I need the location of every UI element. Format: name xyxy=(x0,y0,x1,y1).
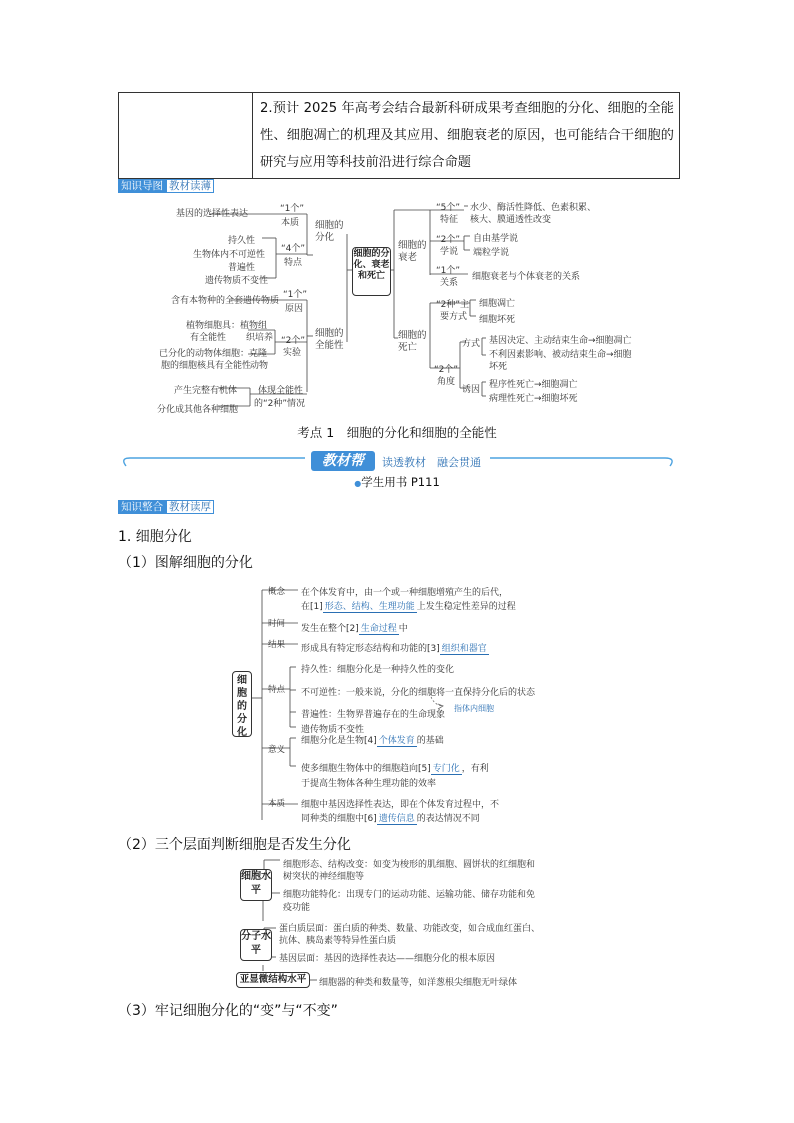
mm-cause-item: 含有本物种的全套遗传物质 xyxy=(171,296,280,306)
mm-feature-3: 遗传物质不变性 xyxy=(205,276,269,286)
d1-m2 xyxy=(301,761,489,774)
banner-ref-text: 学生用书 P111 xyxy=(361,475,440,489)
mm-essence-item: 基因的选择性表达 xyxy=(176,209,249,219)
d1-concept1: 在个体发育中，由一个或一种细胞增殖产生的后代， xyxy=(301,588,509,598)
d1-m1a: 细胞分化是生物[4] xyxy=(301,736,377,746)
d1-f1: 持久性：细胞分化是一种持久性的变化 xyxy=(301,665,455,675)
mm-exp2b: 胞的细胞核具有全能性 xyxy=(161,361,252,371)
d1-blank4: 个体发育 xyxy=(378,736,415,746)
d1-blank6: 遗传信息 xyxy=(378,814,415,824)
mm-feature-2: 普遍性 xyxy=(228,263,256,273)
d1-e2a: 同种类的细胞中[6] xyxy=(301,814,377,824)
mm-feature-1: 生物体内不可逆性 xyxy=(193,250,266,260)
tag-knowledge-integration: 知识整合 xyxy=(118,500,166,514)
mm-way1: 基因决定、主动结束生命→细胞凋亡 xyxy=(489,336,632,346)
d1-f2-note: 指体内细胞 xyxy=(454,704,494,713)
d1-concept2b: 上发生稳定性差异的过程 xyxy=(416,602,516,612)
d1-e1: 细胞中基因选择性表达，即在个体发育过程中，不 xyxy=(301,800,500,810)
d2-s1: 细胞器的种类和数量等，如洋葱根尖细胞无叶绿体 xyxy=(319,978,518,988)
mm-theory-count: “2个” xyxy=(436,235,461,245)
d1-m2b: ，有利 xyxy=(461,764,489,774)
d2-g1: 基因层面：基因的选择性表达——细胞分化的根本原因 xyxy=(279,954,496,964)
mm-essence-count: “1个” xyxy=(280,204,305,214)
mm-way: 方式 xyxy=(462,339,481,349)
tag-knowledge-map: 知识导图 xyxy=(118,179,166,193)
sub3-heading: （3）牢记细胞分化的“变”与“不变” xyxy=(118,1003,338,1019)
mm-rel-count: “1个” xyxy=(436,266,461,276)
mm-theory2: 端粒学说 xyxy=(473,248,510,258)
ref-dot-icon: ● xyxy=(354,479,362,488)
mm-rel: 关系 xyxy=(440,278,459,288)
tag-textbook-thin: 教材读薄 xyxy=(166,179,214,193)
mm-ind2: 病理性死亡→细胞坏死 xyxy=(489,394,578,404)
mm-angle-count: “2个” xyxy=(434,365,459,375)
d2-p2: 抗体、胰岛素等特异性蛋白质 xyxy=(279,936,397,946)
mm-cause-count: “1个” xyxy=(283,290,308,300)
d1-time: 时间 xyxy=(268,619,286,629)
mm-exp1b: 有全能性 xyxy=(190,333,227,343)
d2-c2: 树突状的神经细胞等 xyxy=(283,872,365,882)
d2-sub-level: 亚显微结构水平 xyxy=(236,972,310,988)
top-table-text: 2.预计 2025 年高考会结合最新科研成果考查细胞的分化、细胞的全能性、细胞凋亡的机理及其应用、细胞衰老的原因，也可能结合干细胞的研究与应用等科技前沿进行综合命题 xyxy=(260,101,674,170)
mindmap-lines xyxy=(0,0,794,420)
mm-aging-feat2: 核大、膜通透性改变 xyxy=(470,215,552,225)
mm-aging-label: 细胞的衰老 xyxy=(398,240,427,263)
d1-time-a: 发生在整个[2] xyxy=(301,624,359,634)
d1-f3: 普遍性：生物界普遍存在的生命现象 xyxy=(301,710,446,720)
mm-show1: 体现全能性 xyxy=(258,386,304,396)
mm-way2b: 坏死 xyxy=(489,362,508,372)
knowledge-integration-tag xyxy=(118,500,214,514)
d2-cell-level: 细胞水平 xyxy=(240,869,272,901)
mm-exp-count: “2个” xyxy=(281,336,306,346)
d1-concept: 概念 xyxy=(268,587,286,597)
sub1-heading: （1）图解细胞的分化 xyxy=(118,555,253,571)
d1-m2c: 于提高生物体各种生理功能的效率 xyxy=(301,779,437,789)
d1-f2: 不可逆性：一般来说，分化的细胞将一直保持分化后的状态 xyxy=(301,688,536,698)
banner-title: 教材帮 xyxy=(311,451,375,471)
mm-mode2: 细胞坏死 xyxy=(479,315,516,325)
sub2-heading: （2）三个层面判断细胞是否发生分化 xyxy=(118,837,351,853)
mm-exp2a: 已分化的动物体细胞：克隆 xyxy=(159,349,268,359)
mm-ind1: 程序性死亡→细胞凋亡 xyxy=(489,380,578,390)
mm-aging-feat: 特征 xyxy=(440,215,459,225)
mm-death-label: 细胞的死亡 xyxy=(398,330,427,353)
mm-angle: 角度 xyxy=(437,377,456,387)
diagram1-lines xyxy=(0,580,794,830)
mm-cause: 原因 xyxy=(285,304,304,314)
mm-case2: 分化成其他各种细胞 xyxy=(157,405,239,415)
mm-rel-item: 细胞衰老与个体衰老的关系 xyxy=(472,272,581,282)
mm-aging-feat1: 水少、酶活性降低、色素积累、 xyxy=(470,203,597,213)
section1-heading: 1. 细胞分化 xyxy=(118,529,192,545)
mm-exp2c: 动物 xyxy=(250,361,269,371)
d1-m1b: 的基础 xyxy=(416,736,444,746)
banner-subtitle: 读透教材 融会贯通 xyxy=(382,456,481,469)
banner-ref xyxy=(0,474,794,490)
d1-result-line xyxy=(301,641,489,654)
mm-theory: 学说 xyxy=(440,247,459,257)
d2-c1: 细胞形态、结构改变：如变为梭形的肌细胞、圆饼状的红细胞和 xyxy=(283,860,536,870)
mindmap-center: 细胞的分化、衰老和死亡 xyxy=(352,247,391,296)
mm-show2: 的“2种”情况 xyxy=(254,399,306,409)
d2-c3: 细胞功能特化：出现专门的运动功能、运输功能、储存功能和免 xyxy=(283,890,536,900)
mm-essence: 本质 xyxy=(281,218,300,228)
d1-m1 xyxy=(301,733,444,746)
d1-essence: 本质 xyxy=(268,799,286,809)
tag-textbook-thick: 教材读厚 xyxy=(166,500,214,514)
mm-diff-label: 细胞的分化 xyxy=(315,220,344,243)
mm-feature-0: 持久性 xyxy=(228,236,256,246)
mm-feature-count: “4个” xyxy=(281,244,306,254)
d1-meaning: 意义 xyxy=(268,745,286,755)
d1-result-a: 形成具有特定形态结构和功能的[3] xyxy=(301,644,440,654)
mm-mode-count: “2种”主 xyxy=(436,300,470,310)
mm-way2a: 不利因素影响、被动结束生命→细胞 xyxy=(489,350,632,360)
mm-exp1c: 织培养 xyxy=(246,333,274,343)
exam-point-title: 考点 1 细胞的分化和细胞的全能性 xyxy=(297,425,497,440)
mm-mode1: 细胞凋亡 xyxy=(479,299,516,309)
d1-result: 结果 xyxy=(268,640,286,650)
mm-case1: 产生完整有机体 xyxy=(174,386,238,396)
d1-m2a: 使多细胞生物体中的细胞趋向[5] xyxy=(301,764,431,774)
mm-theory1: 自由基学说 xyxy=(473,234,519,244)
d2-mol-level: 分子水平 xyxy=(240,929,272,961)
d1-e2 xyxy=(301,811,480,824)
d1-concept2 xyxy=(301,599,516,612)
d1-e2b: 的表达情况不同 xyxy=(416,814,480,824)
d1-blank1: 形态、结构、生理功能 xyxy=(324,602,415,612)
d1-blank3: 组织和器官 xyxy=(441,644,487,654)
d1-concept2a: 在[1] xyxy=(301,602,323,612)
mm-aging-feat-count: “5个” xyxy=(436,203,461,213)
mm-totip-label: 细胞的全能性 xyxy=(315,328,344,351)
d2-c4: 疫功能 xyxy=(283,903,311,913)
mm-exp1a: 植物细胞具：植物组 xyxy=(186,321,268,331)
d1-time-b: 中 xyxy=(398,624,408,634)
d1-time-line xyxy=(301,621,408,634)
mm-feature: 特点 xyxy=(284,258,303,268)
mm-exp: 实验 xyxy=(283,348,302,358)
d1-blank2: 生命过程 xyxy=(360,624,397,634)
diagram1-root: 细胞的分化 xyxy=(232,671,252,737)
d1-f4: 遗传物质不变性 xyxy=(301,725,365,735)
mm-inducement: 诱因 xyxy=(462,385,481,395)
d1-blank5: 专门化 xyxy=(432,764,460,774)
mm-mode: 要方式 xyxy=(440,312,468,322)
d1-feature: 特点 xyxy=(268,685,286,695)
d2-p1: 蛋白质层面：蛋白质的种类、数量、功能改变，如合成血红蛋白、 xyxy=(279,924,541,934)
